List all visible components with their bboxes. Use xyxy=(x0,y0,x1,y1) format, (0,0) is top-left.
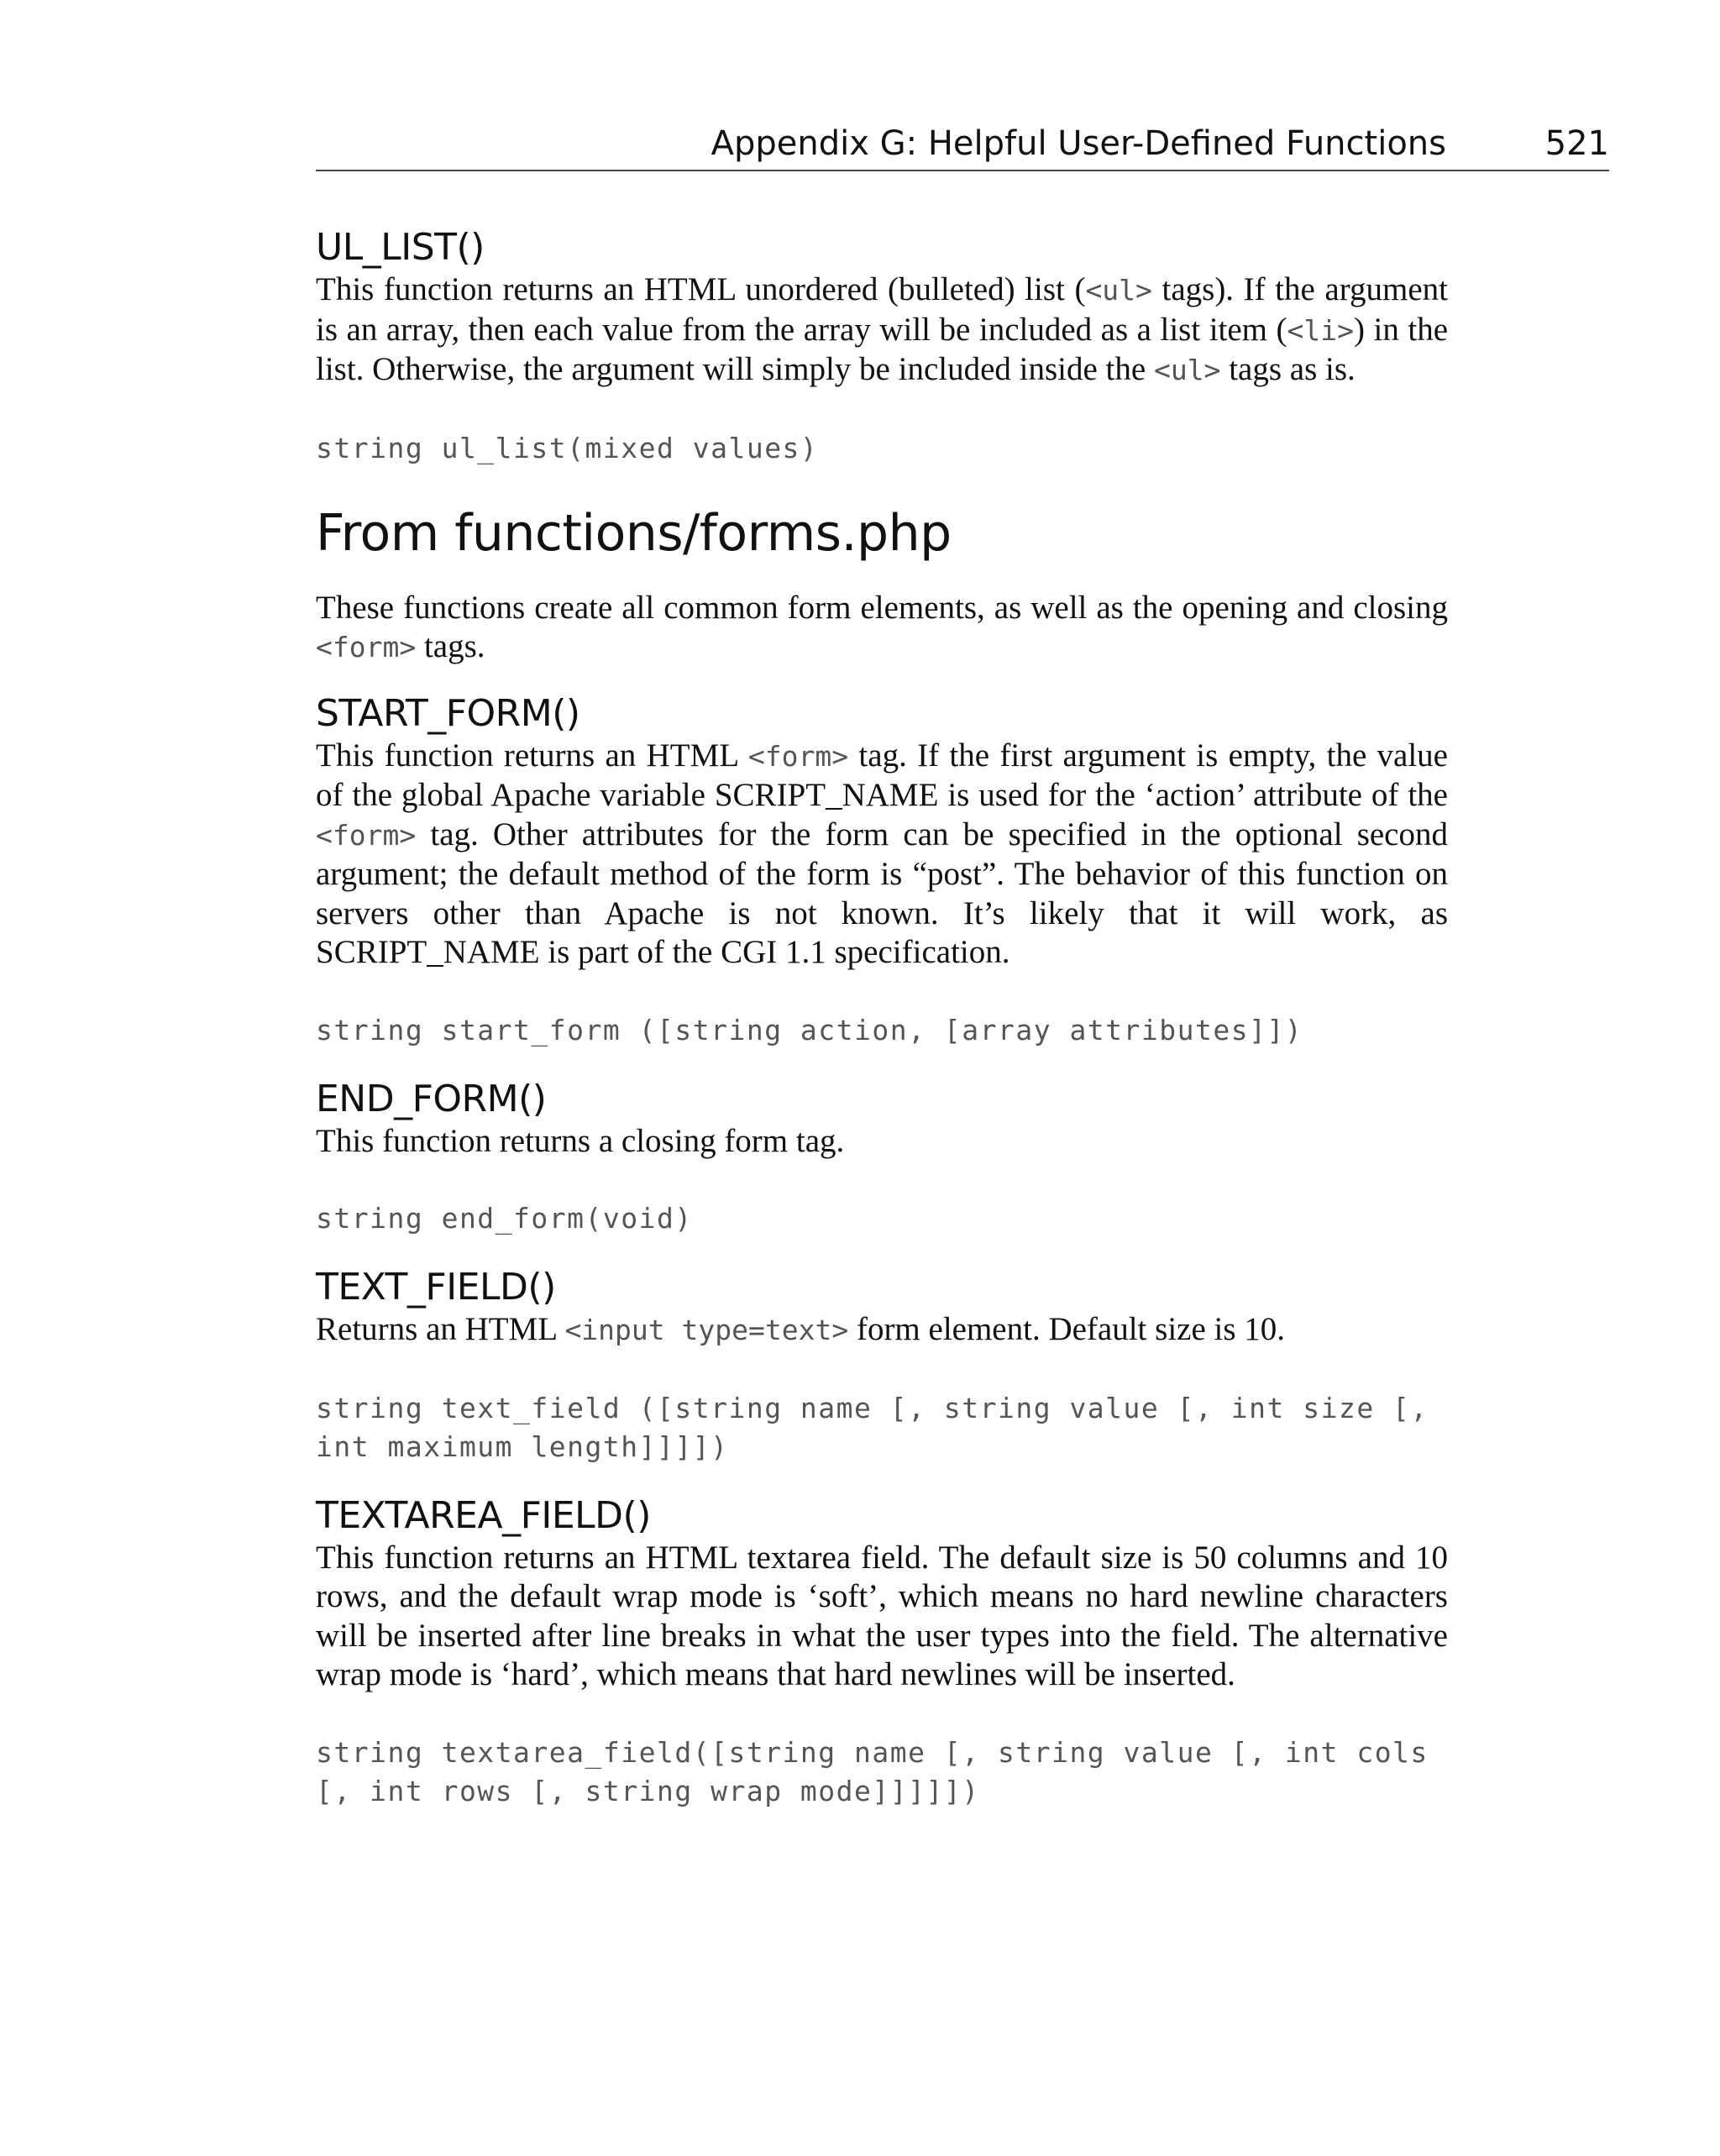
ul-list-heading: UL_LIST() xyxy=(316,226,485,269)
textarea-field-description: This function returns an HTML textarea field. The default size is 50 columns and 10 rows, and the default wrap mode is ‘soft’, which means no hard newline characters will be inserted after line breaks in what the user types into the field. The alternative wrap mode is ‘hard’, which means that hard newlines will be inserted. xyxy=(316,1539,1448,1692)
end-form-description: This function returns a closing form tag. xyxy=(316,1122,845,1159)
textarea-field-signature: string textarea_field([string name [, string value [, int cols [, int rows [, string wrap mode]]]]]) xyxy=(316,1735,1447,1807)
ul-list-description xyxy=(316,270,1448,391)
text-run: tags). If the argument is an array, then each value from the array will be included as a list item ( xyxy=(316,271,1448,348)
text-field-description xyxy=(316,1310,1448,1351)
inline-code: <form> xyxy=(316,818,417,852)
page-content xyxy=(316,225,1448,1811)
start-form-description xyxy=(316,737,1448,973)
text-field-heading: TEXT_FIELD() xyxy=(316,1266,556,1309)
text-run: form element. Default size is 10. xyxy=(848,1311,1286,1347)
textarea-field-heading: TEXTAREA_FIELD() xyxy=(316,1493,651,1537)
text-run: tag. If the first argument is empty, the value of the global Apache variable SCRIPT_NAME is used for the ‘action’ attribute of the xyxy=(316,737,1448,813)
text-field-signature: string text_field ([string name [, string value [, int size [, int maximum length]]]]) xyxy=(316,1391,1447,1463)
inline-code: <form> xyxy=(316,631,417,664)
ul-list-signature: string ul_list(mixed values) xyxy=(316,431,819,464)
inline-code: <ul> xyxy=(1153,354,1221,386)
inline-code: <ul> xyxy=(1085,274,1152,307)
forms-section-heading: From functions/forms.php xyxy=(316,503,952,563)
text-run: tags. xyxy=(416,628,485,664)
text-run: tags as is. xyxy=(1220,351,1356,387)
text-run: ) in the list. Otherwise, the argument will simply be included inside the xyxy=(316,311,1448,387)
end-form-signature: string end_form(void) xyxy=(316,1202,693,1235)
inline-code: <input type=text> xyxy=(564,1314,849,1346)
forms-section-description xyxy=(316,589,1448,668)
running-header xyxy=(316,118,1609,171)
header-title: Appendix G: Helpful User-Defined Functions xyxy=(711,124,1446,163)
start-form-signature: string start_form ([string action, [array attributes]]) xyxy=(316,1013,1303,1047)
inline-code: <li> xyxy=(1287,313,1354,347)
page-number: 521 xyxy=(1544,124,1609,163)
text-run: This function returns an HTML xyxy=(316,737,748,774)
text-run: These functions create all common form elements, as well as the opening and closing xyxy=(316,589,1448,626)
text-run: This function returns an HTML unordered (bulleted) list ( xyxy=(316,271,1086,307)
text-run: Returns an HTML xyxy=(316,1311,565,1347)
inline-code: <form> xyxy=(747,739,849,773)
start-form-heading: START_FORM() xyxy=(316,691,580,735)
end-form-heading: END_FORM() xyxy=(316,1077,547,1120)
text-run: tag. Other attributes for the form can be specified in the optional second argument; the default method of the form is “post”. The behavior of this function on servers other than Apache is not known. It’s likely that it will work, as SCRIPT_NAME is part of the CGI 1.1 specification. xyxy=(316,816,1448,970)
